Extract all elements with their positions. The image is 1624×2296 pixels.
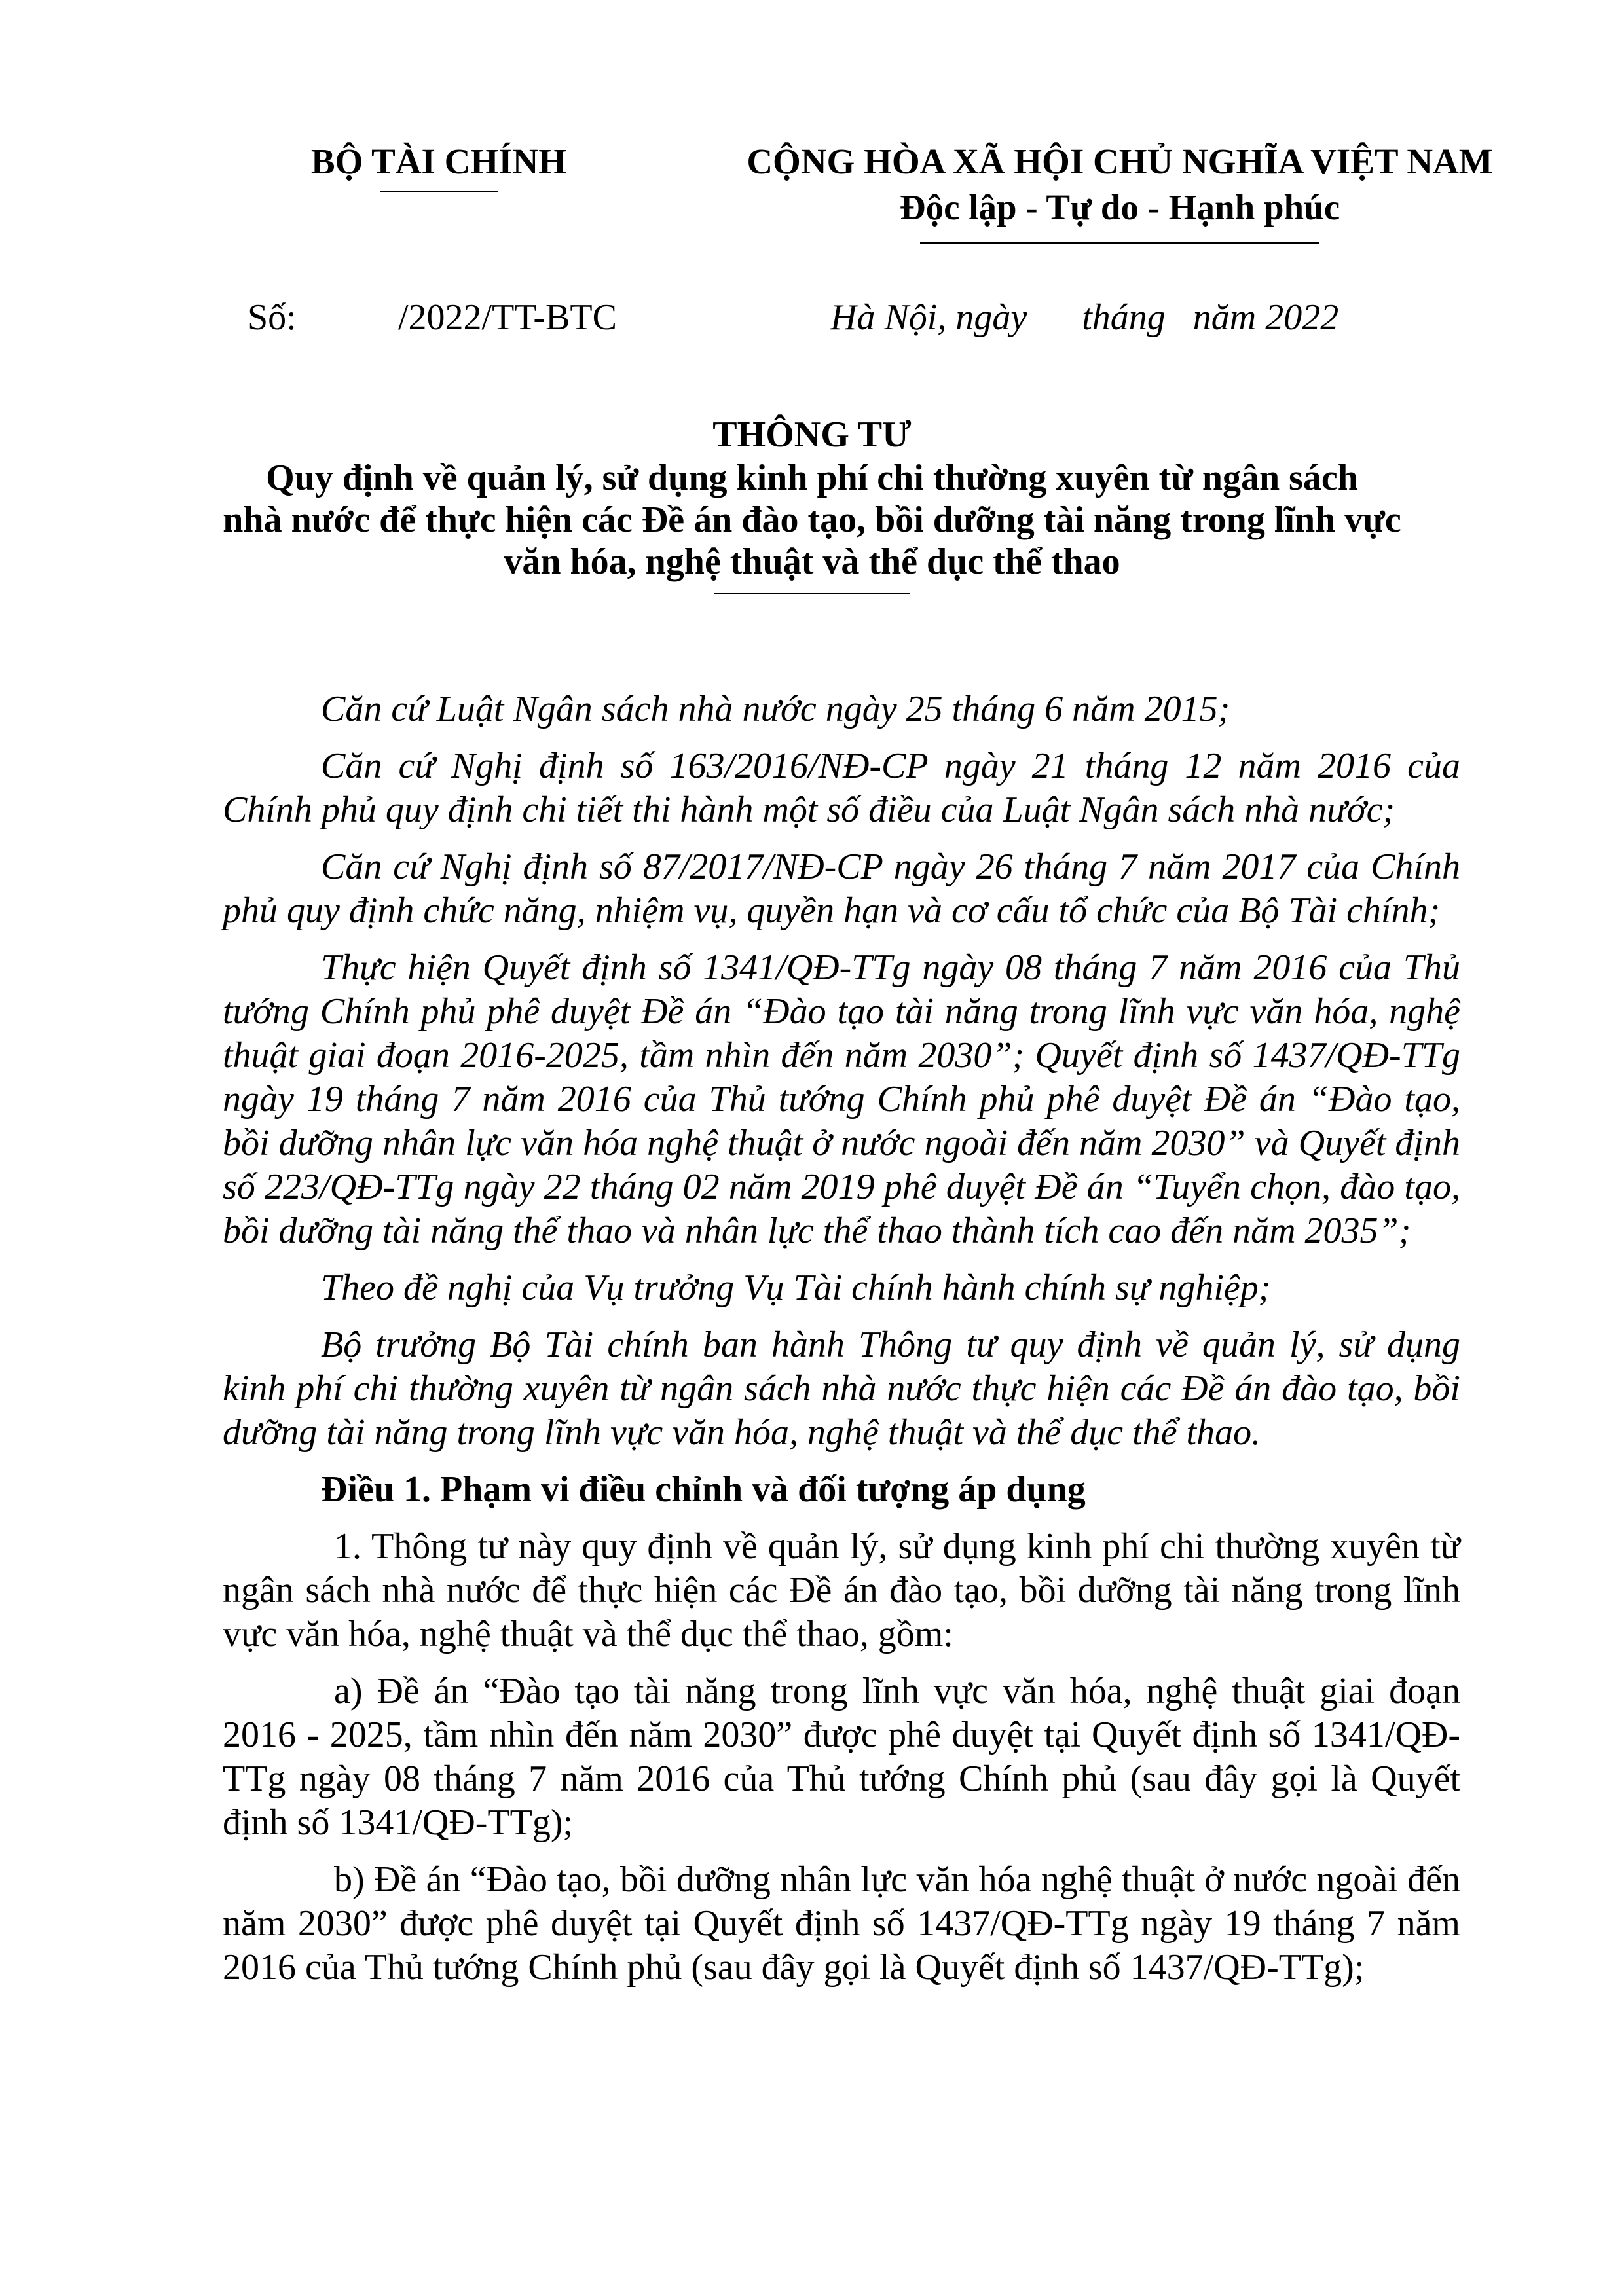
preamble-paragraph: Căn cứ Nghị định số 163/2016/NĐ-CP ngày 21 tháng 12 năm 2016 của Chính phủ quy định chi tiết thi hành một số điều của Luật Ngân sách nhà nước; <box>223 746 1460 830</box>
document-number-row <box>248 295 1439 340</box>
article-1-paragraph: 1. Thông tư này quy định về quản lý, sử dụng kinh phí chi thường xuyên từ ngân sách nhà nước để thực hiện các Đề án đào tạo, bồi dưỡng tài năng trong lĩnh vực văn hóa, nghệ thuật và thể dục thể thao, gồm: <box>223 1526 1460 1654</box>
title-underline <box>714 593 910 594</box>
document-number: /2022/TT-BTC <box>398 297 617 338</box>
agency-header <box>308 139 570 192</box>
motto-underline <box>920 242 1320 244</box>
agency-underline <box>380 191 498 192</box>
document-body <box>223 687 1460 2003</box>
preamble-paragraph: Căn cứ Nghị định số 87/2017/NĐ-CP ngày 26 tháng 7 năm 2017 của Chính phủ quy định chức năng, nhiệm vụ, quyền hạn và cơ cấu tổ chức của Bộ Tài chính; <box>223 847 1460 931</box>
preamble-paragraph: Thực hiện Quyết định số 1341/QĐ-TTg ngày 08 tháng 7 năm 2016 của Thủ tướng Chính phủ phê duyệt Đề án “Đào tạo tài năng trong lĩnh vực văn hóa, nghệ thuật giai đoạn 2016-2025, tầm nhìn đến năm 2030”; Quyết định số 1437/QĐ-TTg ngày 19 tháng 7 năm 2016 của Thủ tướng Chính phủ phê duyệt Đề án “Đào tạo, bồi dưỡng nhân lực văn hóa nghệ thuật ở nước ngoài đến năm 2030” và Quyết định số 223/QĐ-TTg ngày 22 tháng 02 năm 2019 phê duyệt Đề án “Tuyển chọn, đào tạo, bồi dưỡng tài năng thể thao và nhân lực thể thao thành tích cao đến năm 2035”; <box>223 947 1460 1251</box>
subject-line-1: Quy định về quản lý, sử dụng kinh phí chi thường xuyên từ ngân sách <box>266 458 1358 498</box>
subject-line-3: văn hóa, nghệ thuật và thể dục thể thao <box>504 541 1120 582</box>
article-1-paragraph: b) Đề án “Đào tạo, bồi dưỡng nhân lực văn hóa nghệ thuật ở nước ngoài đến năm 2030” được phê duyệt tại Quyết định số 1437/QĐ-TTg ngày 19 tháng 7 năm 2016 của Thủ tướng Chính phủ (sau đây gọi là Quyết định số 1437/QĐ-TTg); <box>223 1859 1460 1988</box>
subject-line-2: nhà nước để thực hiện các Đề án đào tạo, bồi dưỡng tài năng trong lĩnh vực <box>223 500 1401 540</box>
article-1-heading: Điều 1. Phạm vi điều chỉnh và đối tượng áp dụng <box>321 1469 1086 1510</box>
document-title <box>196 412 1428 594</box>
preamble-paragraph: Căn cứ Luật Ngân sách nhà nước ngày 25 tháng 6 năm 2015; <box>321 689 1230 729</box>
preamble-paragraph: Theo đề nghị của Vụ trưởng Vụ Tài chính hành chính sự nghiệp; <box>321 1267 1271 1308</box>
country-name: CỘNG HÒA XÃ HỘI CHỦ NGHĨA VIỆT NAM <box>747 141 1493 181</box>
place-and-date: Hà Nội, ngày tháng năm 2022 <box>830 297 1339 338</box>
agency-name: BỘ TÀI CHÍNH <box>310 141 567 181</box>
document-type: THÔNG TƯ <box>712 414 912 455</box>
national-motto: Độc lập - Tự do - Hạnh phúc <box>899 187 1340 227</box>
national-header <box>694 139 1545 244</box>
preamble-paragraph: Bộ trưởng Bộ Tài chính ban hành Thông tư quy định về quản lý, sử dụng kinh phí chi thường xuyên từ ngân sách nhà nước thực hiện các Đề án đào tạo, bồi dưỡng tài năng trong lĩnh vực văn hóa, nghệ thuật và thể dục thể thao. <box>223 1324 1460 1453</box>
article-1-paragraph: a) Đề án “Đào tạo tài năng trong lĩnh vực văn hóa, nghệ thuật giai đoạn 2016 - 2025, tầm nhìn đến năm 2030” được phê duyệt tại Quyết định số 1341/QĐ-TTg ngày 08 tháng 7 năm 2016 của Thủ tướng Chính phủ (sau đây gọi là Quyết định số 1341/QĐ-TTg); <box>223 1671 1460 1843</box>
number-label: Số: <box>248 297 297 338</box>
